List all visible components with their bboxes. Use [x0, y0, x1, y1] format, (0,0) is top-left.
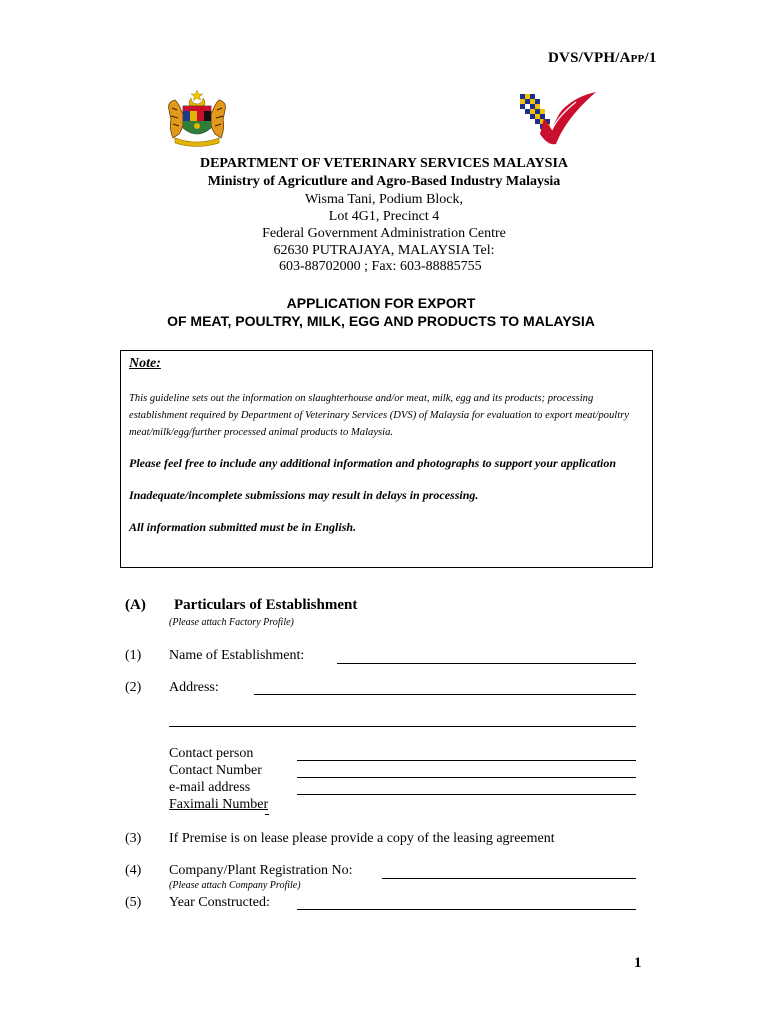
- coat-of-arms-logo: [165, 88, 229, 150]
- fax-label: Faximali Number: [169, 797, 269, 812]
- establishment-name-field[interactable]: [337, 663, 636, 664]
- contact-person-label: Contact person: [169, 746, 254, 761]
- form-title-line-2: OF MEAT, POULTRY, MILK, EGG AND PRODUCTS TO MALAYSIA: [167, 313, 595, 329]
- section-a-label: (A): [125, 597, 146, 613]
- contact-number-label: Contact Number: [169, 763, 262, 778]
- note-title: Note:: [129, 356, 161, 371]
- fax-field[interactable]: [265, 800, 269, 815]
- item-4-subtitle: (Please attach Company Profile): [169, 880, 301, 891]
- ref-suffix: /1: [644, 50, 657, 66]
- department-name: DEPARTMENT OF VETERINARY SERVICES MALAYSIA: [199, 156, 569, 171]
- address-line-4: 62630 PUTRAJAYA, MALAYSIA Tel:: [273, 243, 495, 258]
- ref-small-caps: PP: [630, 53, 645, 65]
- item-5-number: (5): [125, 895, 142, 910]
- item-2-number: (2): [125, 680, 142, 695]
- note-incomplete-warning: Inadequate/incomplete submissions may result in delays in processing.: [129, 488, 479, 502]
- note-additional-info: Please feel free to include any additional information and photographs to support your application: [129, 456, 617, 470]
- address-line-5: 603-88702000 ; Fax: 603-88885755: [279, 259, 482, 274]
- ministry-name: Ministry of Agricutlure and Agro-Based Industry Malaysia: [207, 174, 561, 189]
- contact-number-field[interactable]: [297, 777, 636, 778]
- address-line-3: Federal Government Administration Centre: [262, 226, 506, 241]
- email-field[interactable]: [297, 794, 636, 795]
- item-3-number: (3): [125, 831, 142, 846]
- form-title-line-1: APPLICATION FOR EXPORT: [286, 295, 476, 311]
- item-1-label: Name of Establishment:: [169, 648, 305, 663]
- ref-prefix: DVS/VPH/A: [548, 50, 631, 66]
- note-guideline-text: This guideline sets out the information on slaughterhouse and/or meat, milk, egg and its products; processing establishment required by Department of Veterinary Services (DVS) of Malaysia for evaluation to export meat/poultry meat/milk/egg/further processed animal products to Malaysia.: [129, 393, 629, 438]
- address-line-1: Wisma Tani, Podium Block,: [304, 192, 464, 207]
- email-label: e-mail address: [169, 780, 251, 795]
- item-4-number: (4): [125, 863, 142, 878]
- item-3-label: If Premise is on lease please provide a copy of the leasing agreement: [169, 831, 555, 846]
- item-1-number: (1): [125, 648, 142, 663]
- address-line-2: Lot 4G1, Precinct 4: [328, 209, 440, 224]
- dvs-logo: [518, 88, 598, 150]
- section-a-subtitle: (Please attach Factory Profile): [169, 617, 294, 628]
- item-2-label: Address:: [169, 680, 219, 695]
- year-constructed-field[interactable]: [297, 909, 636, 910]
- page-number: 1: [634, 955, 642, 971]
- section-a-title: Particulars of Establishment: [174, 597, 358, 613]
- address-field-line-2[interactable]: [169, 726, 636, 727]
- registration-number-field[interactable]: [382, 878, 636, 879]
- item-5-label: Year Constructed:: [169, 895, 270, 910]
- contact-person-field[interactable]: [297, 760, 636, 761]
- document-reference: [548, 50, 657, 67]
- note-english-requirement: All information submitted must be in English.: [129, 520, 357, 534]
- item-4-label: Company/Plant Registration No:: [169, 863, 353, 878]
- address-field-line-1[interactable]: [254, 694, 636, 695]
